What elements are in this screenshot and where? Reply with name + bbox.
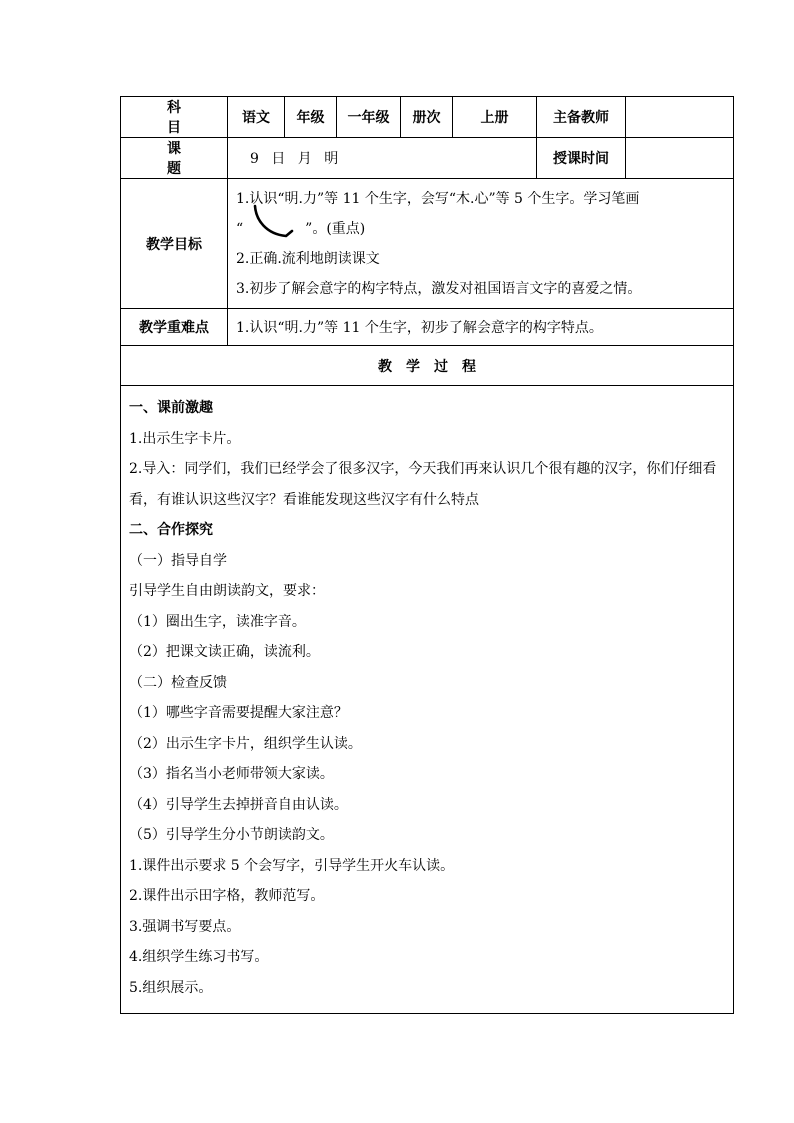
process-line: （3）指名当小老师带领大家读。	[129, 766, 334, 782]
process-line: 一、课前激趣	[129, 400, 213, 416]
process-line: （二）检查反馈	[129, 674, 227, 691]
process-line: 4.组织学生练习书写。	[129, 949, 269, 965]
subject-value: 语文	[228, 97, 285, 138]
goals-content	[228, 179, 734, 309]
time-label: 授课时间	[537, 138, 626, 179]
lesson-plan-table	[120, 96, 734, 1014]
process-lines	[129, 393, 725, 1003]
process-title: 教学过程	[121, 346, 734, 386]
key-points-label: 教学重难点	[121, 309, 228, 346]
goal-line-2: 2.正确.流利地朗读课文	[236, 251, 380, 267]
grade-value: 一年级	[337, 97, 401, 138]
stroke-quote-open: “	[236, 221, 244, 237]
teacher-value[interactable]	[626, 97, 734, 138]
topic-label: 课题	[121, 138, 228, 179]
process-line: （4）引导学生去掉拼音自由认读。	[129, 796, 348, 813]
process-line: （2）把课文读正确，读流利。	[129, 644, 320, 660]
goal-line-3: 3.初步了解会意字的构字特点，激发对祖国语言文字的喜爱之情。	[236, 281, 642, 297]
goal-line-1b	[236, 214, 725, 244]
process-line: （2）出示生字卡片，组织学生认读。	[129, 735, 362, 752]
process-line: 1.出示生字卡片。	[129, 430, 241, 447]
process-line: 3.强调书写要点。	[129, 918, 241, 935]
volume-value: 上册	[453, 97, 537, 138]
stroke-quote-close: ”。(重点)	[305, 221, 366, 237]
process-line: （5）引导学生分小节朗读韵文。	[129, 827, 334, 843]
process-line: （一）指导自学	[129, 552, 227, 569]
topic-row	[121, 138, 734, 179]
goal-line-1: 1.认识“明.力”等 11 个生字，会写“木.心”等 5 个生字。学习笔画	[236, 191, 640, 207]
header-row	[121, 97, 734, 138]
process-content	[121, 386, 734, 1014]
grade-label: 年级	[285, 97, 337, 138]
process-line: 1.课件出示要求 5 个会写字，引导学生开火车认读。	[129, 857, 455, 874]
process-line: 5.组织展示。	[129, 979, 213, 996]
goals-label: 教学目标	[121, 179, 228, 309]
stroke-hook-icon	[252, 204, 298, 240]
process-line: 二、合作探究	[129, 522, 213, 538]
process-line: （1）哪些字音需要提醒大家注意？	[129, 705, 348, 721]
process-line: 引导学生自由朗读韵文，要求：	[129, 583, 325, 599]
volume-label: 册次	[401, 97, 453, 138]
key-points-row	[121, 309, 734, 346]
subject-label: 科目	[121, 97, 228, 138]
key-points-value: 1.认识“明.力”等 11 个生字，初步了解会意字的构字特点。	[228, 309, 734, 346]
process-title-row	[121, 346, 734, 386]
teacher-label: 主备教师	[537, 97, 626, 138]
topic-value: 9 日 月 明	[228, 138, 537, 179]
time-value[interactable]	[626, 138, 734, 179]
process-line: （1）圈出生字，读准字音。	[129, 613, 306, 630]
process-line: 2.导入：同学们，我们已经学会了很多汉字，今天我们再来认识几个很有趣的汉字，你们仔细看看，有谁认识这些汉字？看谁能发现这些汉字有什么特点	[129, 461, 717, 508]
process-line: 2.课件出示田字格，教师范写。	[129, 888, 325, 904]
process-row	[121, 386, 734, 1014]
goals-row	[121, 179, 734, 309]
